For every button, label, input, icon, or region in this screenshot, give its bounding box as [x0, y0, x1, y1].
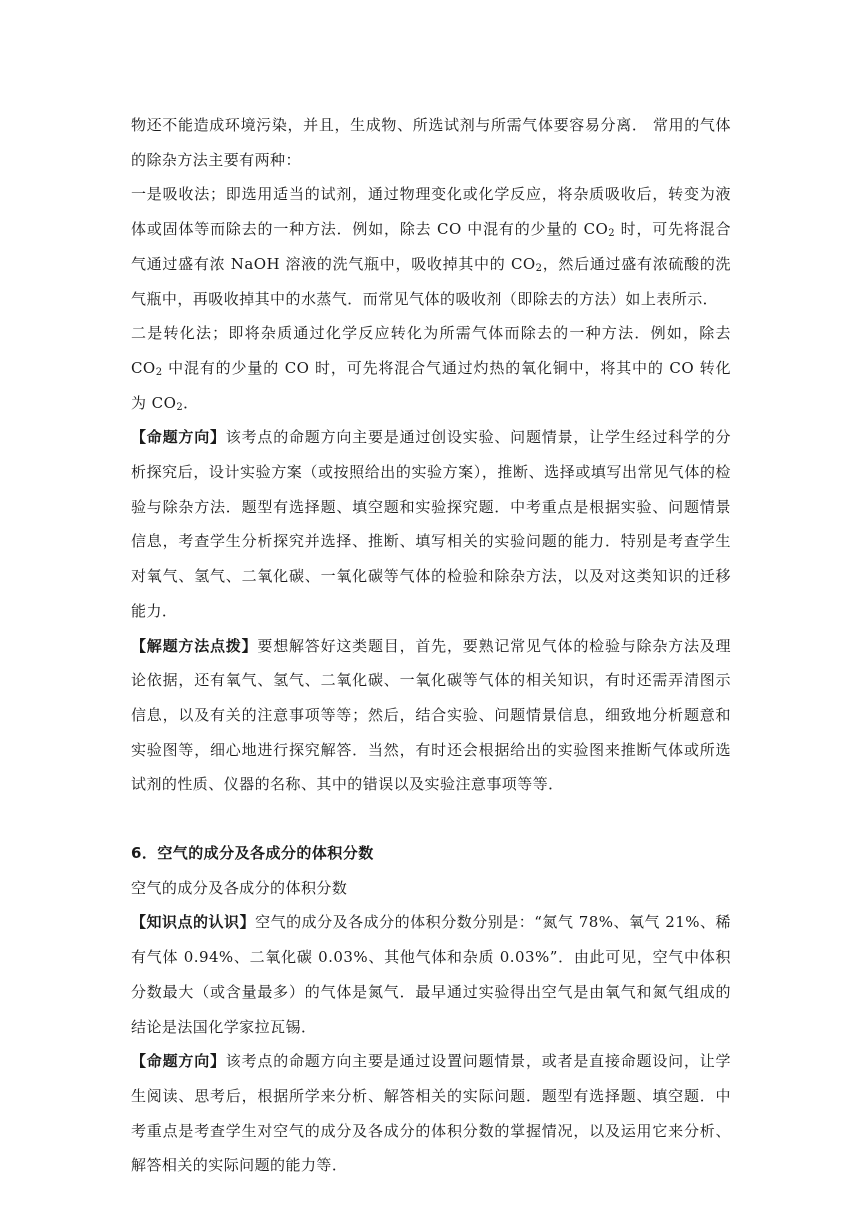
paragraph-knowledge-point: 【知识点的认识】空气的成分及各成分的体积分数分别是：“氮气 78%、氧气 21%、稀有气体 0.94%、二氧化碳 0.03%、其他气体和杂质 0.03%”．由此可见，空气中体积分数最大（或含量最多）的气体是氮气．最早通过实验得出空气是由氧气和氮气组成的结论是法国化学家拉瓦锡． — [131, 913, 731, 1036]
paragraph-conversion-method: 二是转化法；即将杂质通过化学反应转化为所需气体而除去的一种方法．例如，除去 $CO_2$ 中混有的少量的 CO 时，可先将混合气通过灼热的氧化铜中，将其中的 CO 转化为 $CO_2$． — [131, 324, 731, 413]
paragraph-lead: 【命题方向】 — [131, 1052, 226, 1071]
section-subtitle: 空气的成分及各成分的体积分数 — [131, 878, 348, 897]
subscript: 2 — [535, 262, 543, 274]
section-heading: 6．空气的成分及各成分的体积分数 — [131, 844, 374, 863]
paragraph-exam-direction-2: 【命题方向】该考点的命题方向主要是通过设置问题情景，或者是直接命题设问，让学生阅读、思考后，根据所学来分析、解答相关的实际问题．题型有选择题、填空题．中考重点是考查学生对空气的成分及各成分的体积分数的掌握情况，以及运用它来分析、解答相关的实际问题的能力等． — [131, 1052, 732, 1175]
paragraph-absorption-method: 一是吸收法；即选用适当的试剂，通过物理变化或化学反应，将杂质吸收后，转变为液体或固体等而除去的一种方法．例如，除去 CO 中混有的少量的 $CO_2$ 时，可先将混合气通过盛有浓 NaOH 溶液的洗气瓶中，吸收掉其中的 $CO_2$，然后通过盛有浓硫酸的洗气瓶中，再吸收掉其中的水蒸气．而常见气体的吸收剂（即除去的方法）如上表所示． — [131, 185, 731, 308]
document-page — [131, 108, 731, 1183]
paragraph-lead: 【命题方向】 — [131, 428, 226, 447]
paragraph-intro-continued: 物还不能造成环境污染，并且，生成物、所选试剂与所需气体要容易分离． 常用的气体的除杂方法主要有两种： — [131, 116, 731, 169]
subscript: 2 — [176, 401, 184, 413]
paragraph-solving-tips: 【解题方法点拨】要想解答好这类题目，首先，要熟记常见气体的检验与除杂方法及理论依据，还有氧气、氢气、二氧化碳、一氧化碳等气体的相关知识，有时还需弄清图示信息，以及有关的注意事项等等；然后，结合实验、问题情景信息，细致地分析题意和实验图等，细心地进行探究解答．当然，有时还会根据给出的实验图来推断气体或所选试剂的性质、仪器的名称、其中的错误以及实验注意事项等等． — [131, 636, 731, 794]
paragraph-exam-direction: 【命题方向】该考点的命题方向主要是通过创设实验、问题情景，让学生经过科学的分析探究后，设计实验方案（或按照给出的实验方案），推断、选择或填写出常见气体的检验与除杂方法．题型有选择题、填空题和实验探究题．中考重点是根据实验、问题情景信息，考查学生分析探究并选择、推断、填写相关的实验问题的能力．特别是考查学生对氧气、氢气、二氧化碳、一氧化碳等气体的检验和除杂方法，以及对这类知识的迁移能力． — [131, 428, 732, 620]
paragraph-lead: 【知识点的认识】 — [131, 913, 256, 932]
paragraph-lead: 【解题方法点拨】 — [131, 636, 258, 655]
subscript: 2 — [608, 228, 616, 240]
subscript: 2 — [155, 366, 163, 378]
